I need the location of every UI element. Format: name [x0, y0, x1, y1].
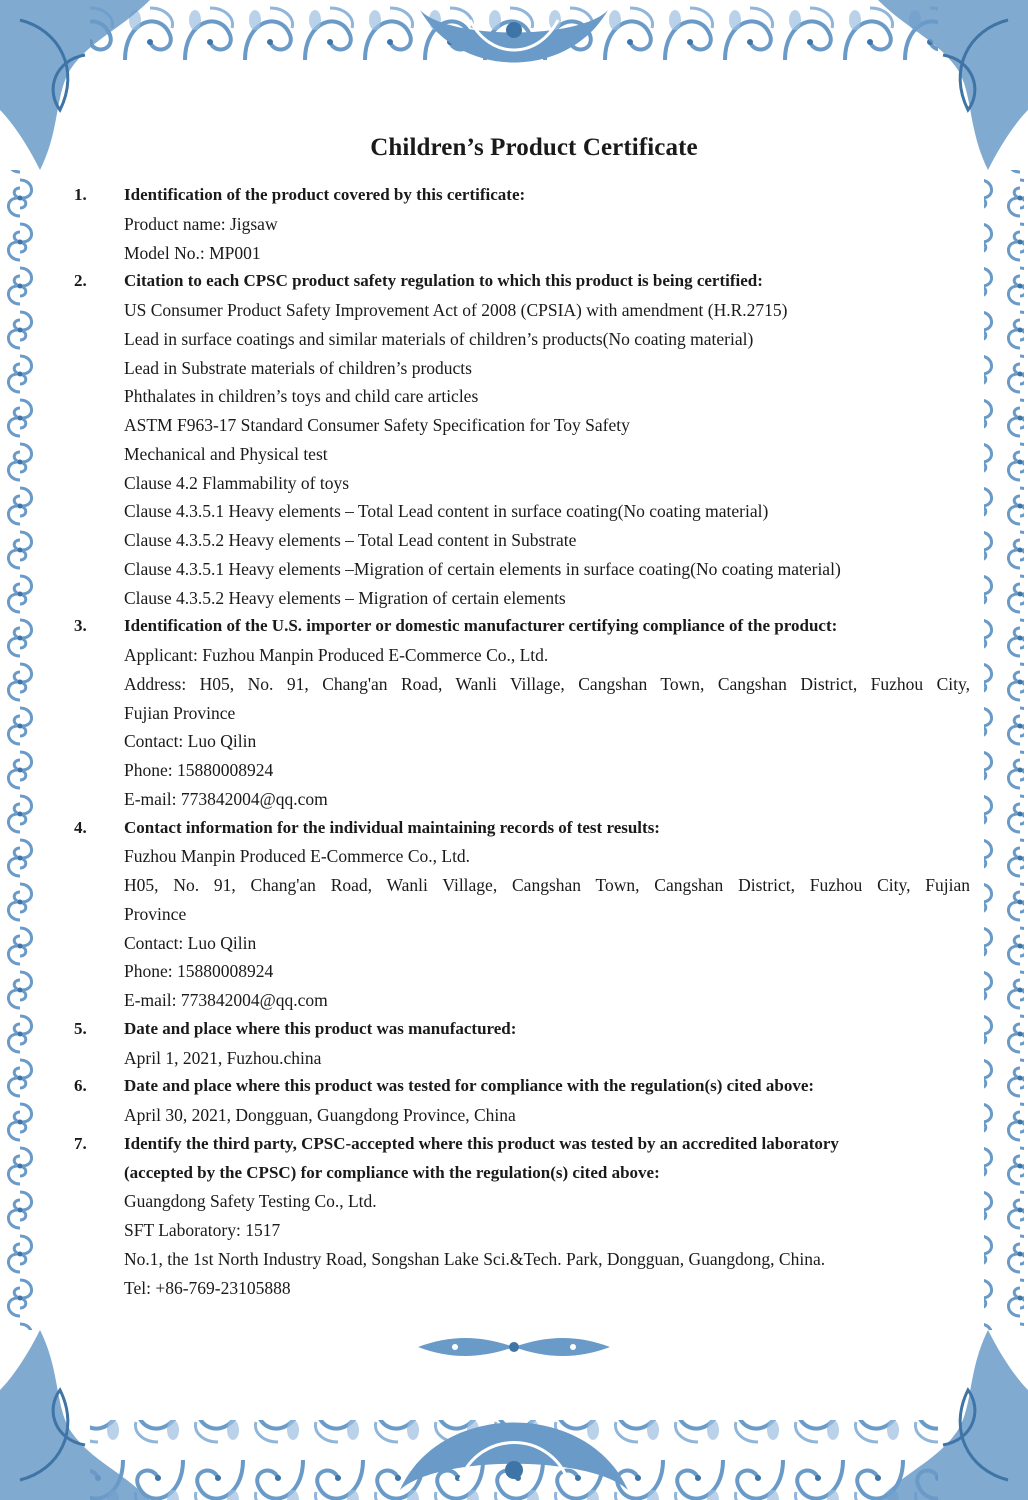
section-heading: Date and place where this product was manufactured: [124, 1018, 517, 1038]
section-line: Clause 4.3.5.1 Heavy elements – Total Lead content in surface coating(No coating material) [124, 501, 769, 522]
section-heading: Date and place where this product was tested for compliance with the regulation(s) cited above: [124, 1076, 815, 1096]
section-line: Lead in surface coatings and similar materials of children’s products(No coating material) [124, 328, 754, 349]
section-line: Phthalates in children’s toys and child care articles [124, 386, 479, 407]
section-line: Phone: 15880008924 [124, 961, 274, 982]
section-line: Phone: 15880008924 [124, 760, 274, 780]
section-line: Address: H05, No. 91, Chang'an Road, Wanli Village, Cangshan Town, Cangshan District, Fuzhou City, [124, 673, 970, 694]
section-line: ASTM F963-17 Standard Consumer Safety Specification for Toy Safety [124, 415, 630, 435]
section-line: Clause 4.3.5.2 Heavy elements – Total Lead content in Substrate [124, 530, 577, 550]
section-line: Fuzhou Manpin Produced E-Commerce Co., Ltd. [124, 846, 471, 867]
section-line: Contact: Luo Qilin [124, 731, 257, 752]
section-line: Mechanical and Physical test [124, 443, 328, 464]
section-line: Product name: Jigsaw [124, 213, 278, 234]
section-number: 1. [74, 185, 87, 204]
section-line: Applicant: Fuzhou Manpin Produced E-Commerce Co., Ltd. [124, 645, 549, 665]
page-title: Children’s Product Certificate [370, 134, 698, 161]
section-line: Model No.: MP001 [124, 242, 261, 263]
section-line: E-mail: 773842004@qq.com [124, 990, 328, 1010]
section-number: 2. [74, 271, 87, 291]
section-heading: Identification of the U.S. importer or domestic manufacturer certifying compliance of the product: [124, 616, 838, 636]
section-number: 3. [74, 616, 87, 636]
section-line: H05, No. 91, Chang'an Road, Wanli Village, Cangshan Town, Cangshan District, Fuzhou City, Fujian [124, 875, 970, 895]
section-line: Clause 4.3.5.1 Heavy elements –Migration of certain elements in surface coating(No coating material) [124, 558, 841, 579]
section-heading-continued: (accepted by the CPSC) for compliance with the regulation(s) cited above: [124, 1162, 660, 1182]
section-line: Clause 4.3.5.2 Heavy elements – Migration of certain elements [124, 587, 566, 608]
section-heading: Contact information for the individual maintaining records of test results: [124, 817, 660, 837]
section-line: April 30, 2021, Dongguan, Guangdong Province, China [124, 1105, 516, 1125]
section-line: April 1, 2021, Fuzhou.china [124, 1047, 322, 1068]
section-line: US Consumer Product Safety Improvement Act of 2008 (CPSIA) with amendment (H.R.2715) [124, 300, 788, 320]
section-number: 7. [74, 1133, 87, 1153]
section-line: Clause 4.2 Flammability of toys [124, 472, 350, 493]
section-line: Lead in Substrate materials of children’s products [124, 357, 472, 378]
section-line: Fujian Province [124, 702, 236, 723]
section-line: Contact: Luo Qilin [124, 932, 257, 953]
section-heading: Identification of the product covered by this certificate: [124, 185, 526, 204]
section-number: 6. [74, 1076, 87, 1096]
section-number: 4. [74, 817, 87, 837]
section-heading: Citation to each CPSC product safety regulation to which this product is being certified: [124, 271, 763, 291]
section-number: 5. [74, 1018, 87, 1038]
section-line: Province [124, 903, 187, 924]
section-line: SFT Laboratory: 1517 [124, 1220, 281, 1240]
section-line: E-mail: 773842004@qq.com [124, 788, 328, 809]
section-line: Tel: +86-769-23105888 [124, 1277, 291, 1298]
section-heading: Identify the third party, CPSC-accepted where this product was tested by an accredited laboratory [124, 1133, 839, 1153]
section-line: Guangdong Safety Testing Co., Ltd. [124, 1191, 377, 1212]
section-line: No.1, the 1st North Industry Road, Songshan Lake Sci.&Tech. Park, Dongguan, Guangdong, China. [124, 1248, 826, 1269]
